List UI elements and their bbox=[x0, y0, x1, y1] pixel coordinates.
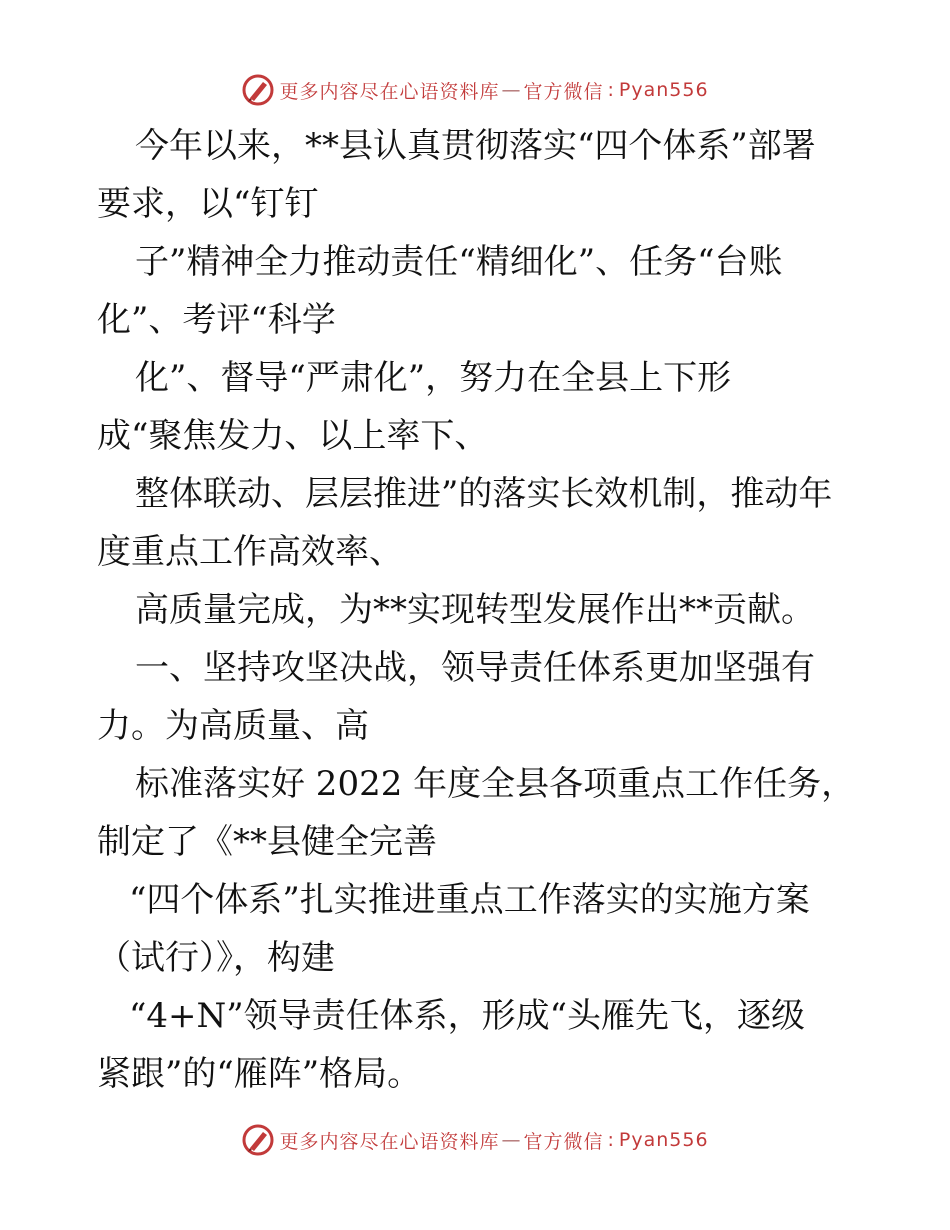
body-line: 标准落实好 2022 年度全县各项重点工作任务， bbox=[135, 764, 856, 804]
banner-separator: : bbox=[607, 1129, 615, 1151]
banner-wechat-id: Pyan556 bbox=[618, 1129, 709, 1151]
body-line: 今年以来，**县认真贯彻落实“四个体系”部署 bbox=[135, 126, 816, 166]
banner-text: 更多内容尽在心语资料库 bbox=[279, 1130, 500, 1153]
body-line: 要求，以“钉钉 bbox=[97, 184, 319, 224]
body-line: 化”、督导“严肃化”，努力在全县上下形 bbox=[135, 358, 732, 398]
body-line: 制定了《**县健全完善 bbox=[97, 822, 437, 862]
footer-watermark-banner bbox=[0, 1120, 950, 1160]
body-line: “4+N”领导责任体系，形成“头雁先飞，逐级 bbox=[129, 996, 806, 1036]
pen-logo-icon bbox=[241, 1123, 275, 1157]
body-line: 度重点工作高效率、 bbox=[97, 532, 403, 572]
banner-dash: — bbox=[501, 79, 522, 101]
banner-label: 官方微信 bbox=[523, 1130, 604, 1153]
body-line: 力。为高质量、高 bbox=[97, 706, 369, 746]
body-line: “四个体系”扎实推进重点工作落实的实施方案 bbox=[129, 880, 810, 920]
header-watermark-banner bbox=[0, 70, 950, 110]
document-body bbox=[97, 117, 857, 1103]
banner-label: 官方微信 bbox=[523, 80, 604, 103]
body-line: 紧跟”的“雁阵”格局。 bbox=[97, 1054, 422, 1094]
section-heading-line: 一、坚持攻坚决战，领导责任体系更加坚强有 bbox=[135, 648, 815, 688]
pen-logo-icon bbox=[241, 73, 275, 107]
body-line: 化”、考评“科学 bbox=[97, 300, 336, 340]
banner-separator: : bbox=[607, 79, 615, 101]
banner-text: 更多内容尽在心语资料库 bbox=[279, 80, 500, 103]
body-line: 整体联动、层层推进”的落实长效机制，推动年 bbox=[135, 474, 833, 514]
body-line: （试行）》，构建 bbox=[97, 938, 335, 978]
body-line: 子”精神全力推动责任“精细化”、任务“台账 bbox=[135, 242, 783, 282]
body-line: 成“聚焦发力、以上率下、 bbox=[97, 416, 489, 456]
banner-wechat-id: Pyan556 bbox=[618, 79, 709, 101]
banner-dash: — bbox=[501, 1129, 522, 1151]
body-line: 高质量完成，为**实现转型发展作出**贡献。 bbox=[135, 590, 815, 630]
